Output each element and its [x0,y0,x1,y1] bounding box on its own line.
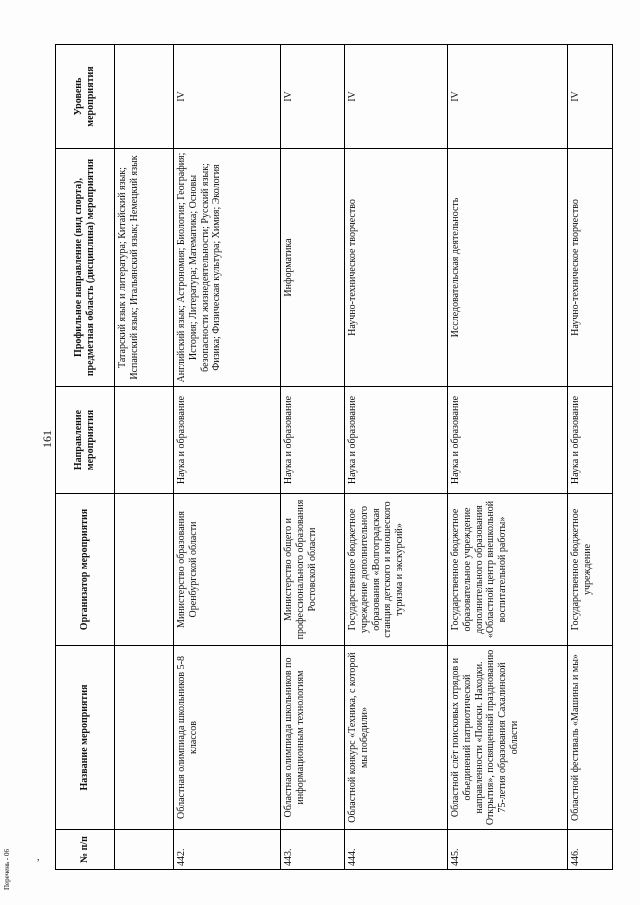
cell-event-name: Областная олимпиада школьников 5-8 классов [174,646,281,830]
cell-number: 445. [448,830,568,870]
cell-number [115,830,174,870]
cell-number: 443. [281,830,345,870]
cell-profile: Исследовательская деятельность [448,149,568,387]
cell-organizer: Государственное бюджетное образовательное учреждение дополнительного образования «Областной центр внешкольной воспитательной работы» [448,494,568,646]
cell-direction [115,387,174,494]
table-row [174,45,281,870]
cell-profile: Научно-техническое творчество [345,149,448,387]
cell-level: IV [448,45,568,149]
cell-level: IV [174,45,281,149]
cell-level: IV [568,45,613,149]
table-header-row [56,45,115,870]
cell-event-name: Областной слёт поисковых отрядов и объединений патриотической направленности «Поиски. Находки. Открытия», посвященный празднованию 75-летия образования Сахалинской области [448,646,568,830]
header-number: № п/п [56,830,115,870]
cell-level: IV [345,45,448,149]
cell-organizer: Государственное бюджетное учреждение дополнительного образования «Волгоградская станция детского и юношеского туризма и экскурсий» [345,494,448,646]
table-row [281,45,345,870]
cell-organizer: Государственное бюджетное учреждение [568,494,613,646]
page-number: 161 [40,430,54,448]
cell-number: 444. [345,830,448,870]
cell-event-name: Областной фестиваль «Машины и мы» [568,646,613,830]
header-level: Уровень мероприятия [56,45,115,149]
cell-number: 446. [568,830,613,870]
table-row [568,45,613,870]
cell-profile: Научно-техническое творчество [568,149,613,387]
table-row [345,45,448,870]
table-row [115,45,174,870]
cell-profile: Татарский язык и литература; Китайский язык; Испанский язык; Итальянский язык; Немецкий язык [115,149,174,387]
cell-direction: Наука и образование [568,387,613,494]
header-event-name: Название мероприятия [56,646,115,830]
header-direction: Направление мероприятия [56,387,115,494]
cell-event-name: Областная олимпиада школьников по информационным технологиям [281,646,345,830]
rotated-table-container [55,45,610,870]
cell-direction: Наука и образование [345,387,448,494]
table-row [448,45,568,870]
stray-mark: , [37,852,40,863]
cell-profile: Английский язык; Астрономия; Биология; География; История; Литература; Математика; Основы безопасности жизнедеятельности; Русский язык; Физика; Физическая культура; Химия; Экология [174,149,281,387]
cell-number: 442. [174,830,281,870]
footer-text: Перечень - 06 [3,849,11,890]
cell-organizer [115,494,174,646]
cell-event-name: Областной конкурс «Техника, с которой мы победили» [345,646,448,830]
cell-direction: Наука и образование [448,387,568,494]
cell-event-name [115,646,174,830]
events-table [55,44,613,870]
cell-profile: Информатика [281,149,345,387]
cell-direction: Наука и образование [281,387,345,494]
header-organizer: Организатор мероприятия [56,494,115,646]
cell-organizer: Министерство образования Оренбургской области [174,494,281,646]
cell-level [115,45,174,149]
header-profile: Профильное направление (вид спорта), предметная область (дисциплина) мероприятия [56,149,115,387]
cell-organizer: Министерство общего и профессионального образования Ростовской области [281,494,345,646]
cell-direction: Наука и образование [174,387,281,494]
cell-level: IV [281,45,345,149]
